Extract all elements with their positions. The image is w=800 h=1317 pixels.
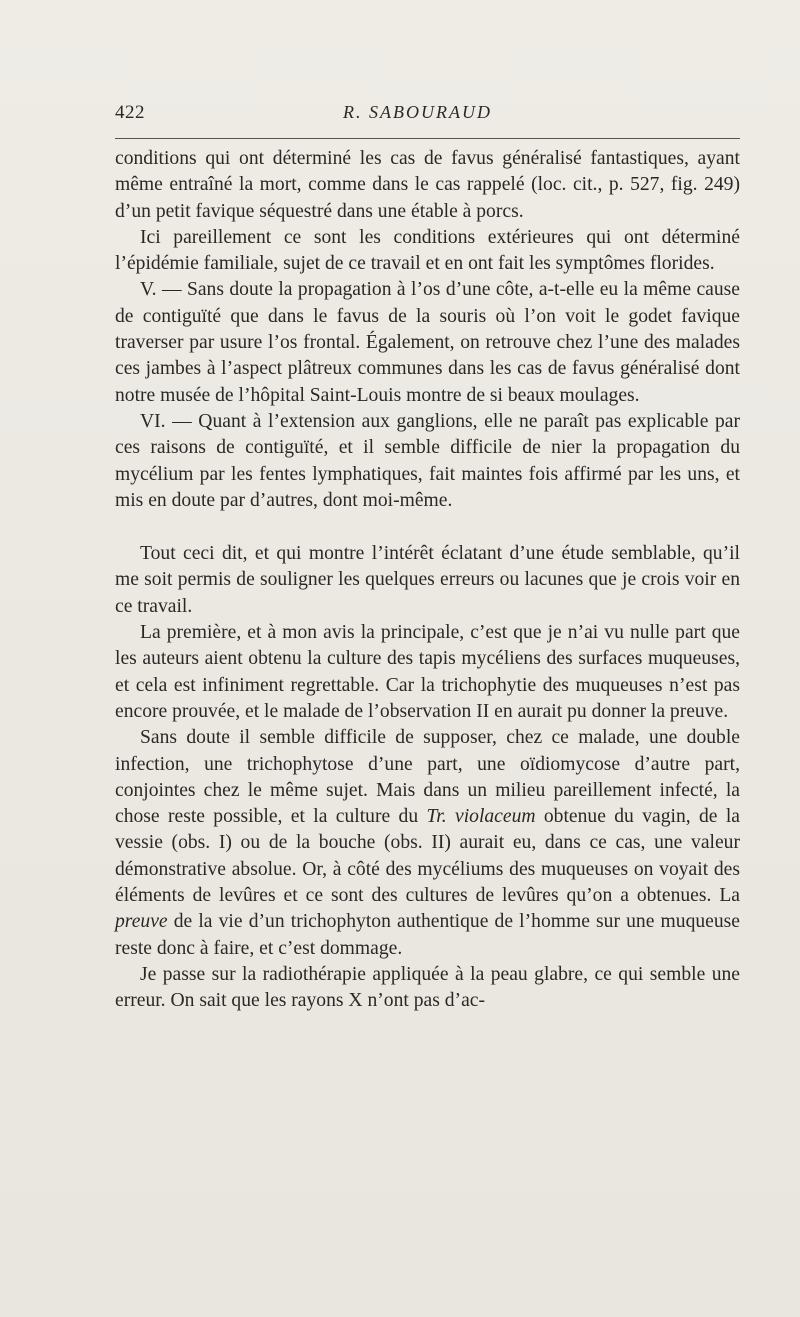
header-rule [115, 138, 740, 139]
species-name: Tr. violaceum [426, 806, 536, 828]
paragraph-3: V. — Sans doute la propagation à l’os d’une côte, a-t-elle eu la même cause de contiguïté que dans le favus de la souris où l’on voit le godet favique traverser par usure l’os frontal. Également, on retrouve chez l’une des malades ces jambes à l’aspect plâtreux communes dans les cas de favus généralisé dont notre musée de l’hôpital Saint-Louis montre de si beaux moulages. [115, 279, 740, 406]
paragraph-2: Ici pareillement ce sont les conditions extérieures qui ont déterminé l’épidémie familiale, sujet de ce travail et en ont fait les symptômes florides. [115, 226, 740, 275]
paragraph-4: VI. — Quant à l’extension aux ganglions, elle ne paraît pas explicable par ces raisons de contiguïté, et il semble difficile de nier la propagation du mycélium par les fentes lymphatiques, fait maintes fois affirmé par les uns, et mis en doute par d’autres, dont moi-même. [115, 410, 740, 511]
paragraph-8: Je passe sur la radiothérapie appliquée à la peau glabre, ce qui semble une erreur. On sait que les rayons X n’ont pas d’ac- [115, 963, 740, 1012]
page-number: 422 [115, 102, 145, 123]
paragraph-7-part-c: de la vie d’un trichophyton authentique de l’homme sur une muqueuse reste donc à faire, et c’est dommage. [115, 911, 740, 959]
paragraph-6: La première, et à mon avis la principale, c’est que je n’ai vu nulle part que les auteurs aient obtenu la culture des tapis mycéliens des surfaces muqueuses, et cela est infiniment regrettable. Car la trichophytie des muqueuses n’est pas encore prouvée, et le malade de l’observation II en aurait pu donner la preuve. [115, 622, 740, 722]
paragraph-5: Tout ceci dit, et qui montre l’intérêt éclatant d’une étude semblable, qu’il me soit permis de souligner les quelques erreurs ou lacunes que je crois voir en ce travail. [115, 543, 740, 617]
paragraph-7-part-b: obtenue du vagin, de la vessie (obs. I) ou de la bouche (obs. II) aurait eu, dans ce cas, une valeur démonstrative absolue. Or, à côté des mycéliums des muqueuses on voyait des éléments de levûres et ce sont des cultures de levûres qu’on a obtenues. La [115, 806, 740, 907]
paragraph-7 [115, 725, 740, 962]
emphasis-preuve: preuve [115, 911, 168, 933]
section-gap [115, 514, 740, 541]
page-header [115, 102, 740, 130]
running-title: R. SABOURAUD [343, 102, 492, 122]
body-text [115, 146, 740, 1015]
paragraph-1: conditions qui ont déterminé les cas de favus généralisé fantastiques, ayant même entraîné la mort, comme dans le cas rappelé (loc. cit., p. 527, fig. 249) d’un petit favique séquestré dans une étable à porcs. [115, 148, 740, 222]
paragraph-7-part-a: Sans doute il semble difficile de supposer, chez ce malade, une double infection, une trichophytose d’une part, une oïdiomycose d’autre part, conjointes chez le même sujet. Mais dans un milieu pareillement infecté, la chose reste possible, et la culture du [115, 727, 740, 828]
